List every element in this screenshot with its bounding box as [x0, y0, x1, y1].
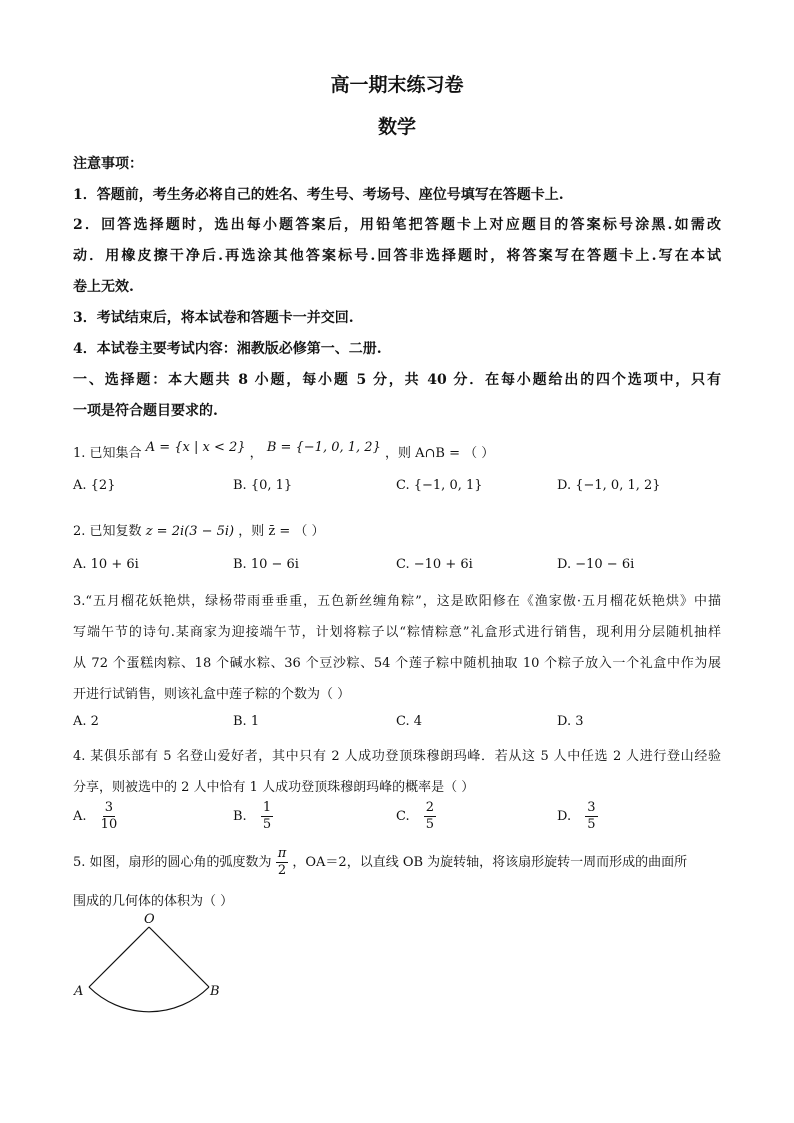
question-3-line-3: 从 72 个蛋糕肉粽、18 个碱水粽、36 个豆沙粽、54 个莲子粽中随机抽取 10 个粽子放入一个礼盒中作为展 — [73, 656, 721, 671]
fraction-denominator: 5 — [425, 817, 435, 832]
question-2-expression: z = 2i(3 − 5i) — [145, 524, 235, 539]
notice-item-3: 3．考试结束后，将本试卷和答题卡一并交回. — [73, 310, 354, 326]
question-4-option-c — [396, 800, 436, 833]
fraction-numerator: 2 — [425, 800, 435, 815]
question-4-option-b — [233, 800, 273, 833]
notice-item-4: 4．本试卷主要考试内容：湘教版必修第一、二册. — [73, 341, 382, 357]
question-4-option-c-label: C. — [396, 809, 410, 824]
figure-label-o: O — [144, 912, 155, 927]
question-1-option-d: D. {−1, 0, 1, 2} — [557, 478, 661, 493]
fraction-numerator: 3 — [587, 800, 596, 815]
question-2-prefix: 2. 已知复数 — [73, 524, 142, 539]
question-4-line-2: 分享，则被选中的 2 人中恰有 1 人成功登顶珠穆朗玛峰的概率是（ ） — [73, 780, 475, 795]
question-4-option-d — [557, 800, 598, 833]
question-1-option-a: A. {2} — [73, 478, 116, 493]
section-heading-line-1: 一、选择题：本大题共 8 小题，每小题 5 分，共 40 分．在每小题给出的四个选项中，只有 — [73, 372, 721, 388]
question-2 — [73, 520, 325, 539]
question-4-option-d-label: D. — [557, 809, 572, 824]
question-3-line-2: 写端午节的诗句.某商家为迎接端午节，计划将粽子以“粽情粽意”礼盒形式进行销售，现利用分层随机抽样 — [73, 625, 721, 640]
question-1-set-a: A = {x | x < 2} — [145, 440, 246, 455]
question-2-option-a: A. 10 + 6i — [73, 557, 139, 572]
question-1-set-b: B = {−1, 0, 1, 2} — [266, 440, 381, 455]
question-1-option-b: B. {0, 1} — [233, 478, 293, 493]
question-4-option-a-label: A. — [73, 809, 87, 824]
sector-arc — [89, 987, 209, 1012]
question-4-option-a-fraction — [101, 800, 118, 833]
question-2-option-b: B. 10 − 6i — [233, 557, 299, 572]
figure-label-a: A — [74, 984, 84, 999]
question-2-option-d: D. −10 − 6i — [557, 557, 635, 572]
question-4-option-c-fraction — [424, 800, 436, 833]
notice-item-2-line-2: 动．用橡皮擦干净后.再选涂其他答案标号.回答非选择题时，将答案写在答题卡上.写在本试 — [73, 248, 721, 264]
fraction-denominator: 5 — [262, 817, 272, 832]
question-4-option-b-label: B. — [233, 809, 247, 824]
page-subtitle: 数学 — [377, 116, 416, 138]
question-1 — [73, 442, 494, 461]
question-3-option-d: D. 3 — [557, 714, 584, 729]
notice-heading: 注意事项： — [73, 156, 143, 172]
question-5-line-2: 围成的几何体的体积为（ ） — [73, 894, 234, 909]
notice-item-2-line-3: 卷上无效. — [73, 279, 134, 295]
question-1-suffix: ，则 A∩B = （ ） — [384, 446, 495, 461]
section-heading-line-2: 一项是符合题目要求的. — [73, 403, 218, 419]
question-4-option-b-fraction — [261, 800, 273, 833]
question-3-option-c: C. 4 — [396, 714, 423, 729]
page-title: 高一期末练习卷 — [330, 74, 464, 96]
fraction-numerator: 3 — [104, 800, 114, 815]
notice-item-2-line-1: 2．回答选择题时，选出每小题答案后，用铅笔把答题卡上对应题目的答案标号涂黑.如需改 — [73, 217, 721, 233]
question-2-suffix: ，则 z̄ = （ ） — [238, 524, 325, 539]
fraction-denominator: 10 — [100, 817, 118, 832]
question-5-angle-fraction — [276, 846, 289, 879]
question-1-sep: ， — [249, 446, 263, 461]
question-3-line-1: 3.“五月榴花妖艳烘，绿杨带雨垂垂重，五色新丝缠角粽”，这是欧阳修在《渔家傲·五月榴花妖艳烘》中描 — [73, 594, 721, 609]
question-4-option-d-fraction — [585, 800, 597, 833]
question-3-option-b: B. 1 — [233, 714, 260, 729]
question-2-option-c: C. −10 + 6i — [396, 557, 473, 572]
fraction-numerator: π — [277, 846, 287, 861]
question-1-prefix: 1. 已知集合 — [73, 446, 142, 461]
question-4-option-a — [73, 800, 117, 833]
question-5-prefix: 5. 如图，扇形的圆心角的弧度数为 — [73, 855, 272, 870]
question-1-option-c: C. {−1, 0, 1} — [396, 478, 483, 493]
notice-item-1: 1．答题前，考生务必将自己的姓名、考生号、考场号、座位号填写在答题卡上. — [73, 187, 564, 203]
sector-figure — [70, 910, 240, 1020]
question-5-line-1 — [73, 846, 687, 879]
question-5-mid: ，OA＝2，以直线 OB 为旋转轴，将该扇形旋转一周而形成的曲面所 — [292, 855, 688, 870]
question-3-option-a: A. 2 — [73, 714, 99, 729]
sector-radius-ob — [149, 927, 209, 987]
fraction-numerator: 1 — [262, 800, 272, 815]
question-4-line-1: 4. 某俱乐部有 5 名登山爱好者，其中只有 2 人成功登顶珠穆朗玛峰．若从这 5 人中任选 2 人进行登山经验 — [73, 749, 721, 764]
fraction-denominator: 5 — [587, 817, 596, 832]
fraction-denominator: 2 — [277, 863, 287, 878]
sector-radius-oa — [89, 927, 149, 987]
figure-label-b: B — [210, 984, 220, 999]
question-3-line-4: 开进行试销售，则该礼盒中莲子粽的个数为（ ） — [73, 687, 351, 702]
